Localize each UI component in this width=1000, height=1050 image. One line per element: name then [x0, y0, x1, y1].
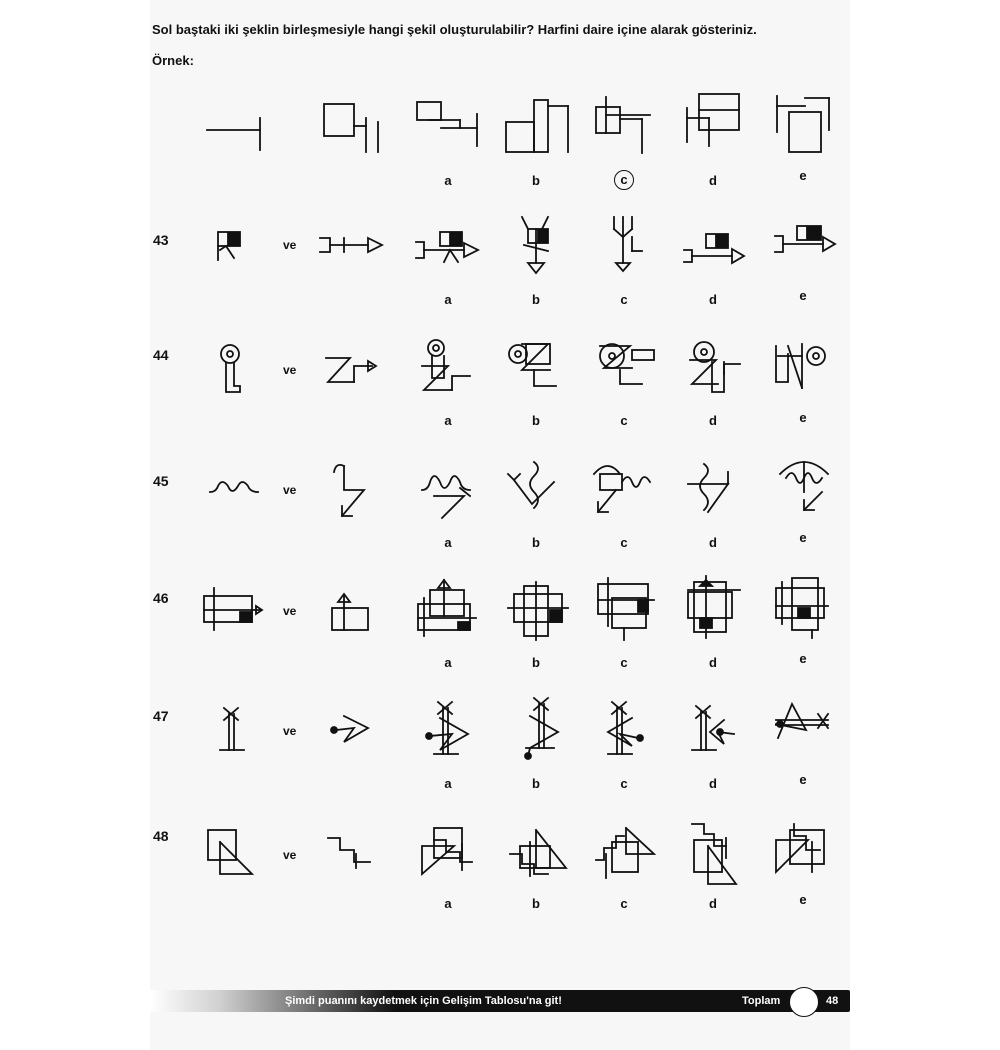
- q46-option-a-letter[interactable]: a: [444, 655, 452, 670]
- q44-source-shape-1: [218, 344, 252, 396]
- q47-source-shape-1: [218, 706, 248, 756]
- q44-option-e-letter[interactable]: e: [799, 410, 807, 425]
- q43-option-c-figure[interactable]: [606, 215, 646, 279]
- q48-option-a-letter[interactable]: a: [444, 896, 452, 911]
- q44-option-b-letter[interactable]: b: [532, 413, 540, 428]
- connector-ve: ve: [283, 483, 297, 497]
- connector-ve: ve: [283, 724, 297, 738]
- q47-option-c-figure[interactable]: [604, 700, 654, 760]
- q47-option-e-figure[interactable]: [772, 700, 832, 744]
- q47-option-d-letter[interactable]: d: [709, 776, 717, 791]
- q44-source-shape-2: [324, 352, 380, 388]
- q44-option-a-letter[interactable]: a: [444, 413, 452, 428]
- example-source-shape-2: [322, 102, 382, 157]
- q48-option-d-figure[interactable]: [690, 822, 746, 888]
- q48-option-b-letter[interactable]: b: [532, 896, 540, 911]
- instruction-text: Sol baştaki iki şeklin birleşmesiyle hangi şekil oluşturulabilir? Harfini daire içine alarak gösteriniz.: [152, 22, 757, 37]
- q47-option-e-letter[interactable]: e: [799, 772, 807, 787]
- example-option-c-figure[interactable]: [594, 95, 664, 155]
- q47-option-c-letter[interactable]: c: [620, 776, 628, 791]
- example-option-d-letter[interactable]: d: [709, 173, 717, 188]
- question-number: 47: [153, 708, 169, 724]
- q45-option-a-letter[interactable]: a: [444, 535, 452, 550]
- q46-option-d-figure[interactable]: [686, 576, 746, 640]
- q44-option-d-figure[interactable]: [686, 340, 750, 396]
- q46-source-shape-2: [330, 590, 374, 634]
- q43-source-shape-2: [318, 234, 388, 258]
- q48-option-e-figure[interactable]: [774, 822, 832, 876]
- q48-option-a-figure[interactable]: [420, 826, 476, 878]
- q46-option-a-figure[interactable]: [414, 576, 480, 638]
- q43-source-shape-1: [216, 230, 256, 264]
- q43-option-b-figure[interactable]: [518, 215, 558, 279]
- q47-option-b-figure[interactable]: [514, 696, 564, 760]
- question-number: 44: [153, 347, 169, 363]
- q44-option-b-figure[interactable]: [506, 340, 566, 396]
- connector-ve: ve: [283, 848, 297, 862]
- q45-option-c-letter[interactable]: c: [620, 535, 628, 550]
- q47-source-shape-2: [330, 712, 374, 746]
- q46-option-b-figure[interactable]: [508, 582, 570, 642]
- example-source-shape-1: [205, 118, 265, 158]
- q44-option-c-figure[interactable]: [596, 340, 660, 396]
- q44-option-c-letter[interactable]: c: [620, 413, 628, 428]
- q43-option-c-letter[interactable]: c: [620, 292, 628, 307]
- q46-option-c-letter[interactable]: c: [620, 655, 628, 670]
- q47-option-a-letter[interactable]: a: [444, 776, 452, 791]
- q45-option-a-figure[interactable]: [420, 462, 480, 522]
- q46-option-e-letter[interactable]: e: [799, 651, 807, 666]
- q48-source-shape-1: [206, 828, 256, 878]
- q43-option-a-letter[interactable]: a: [444, 292, 452, 307]
- q47-option-a-figure[interactable]: [424, 700, 474, 760]
- q44-option-d-letter[interactable]: d: [709, 413, 717, 428]
- example-label: Örnek:: [152, 53, 194, 68]
- q48-option-c-letter[interactable]: c: [620, 896, 628, 911]
- q43-option-b-letter[interactable]: b: [532, 292, 540, 307]
- connector-ve: ve: [283, 238, 297, 252]
- example-option-b-letter[interactable]: b: [532, 173, 540, 188]
- q48-option-d-letter[interactable]: d: [709, 896, 717, 911]
- q47-option-d-figure[interactable]: [690, 704, 740, 756]
- connector-ve: ve: [283, 363, 297, 377]
- example-option-b-figure[interactable]: [504, 98, 574, 158]
- page-number: 48: [826, 995, 839, 1007]
- q48-option-c-figure[interactable]: [594, 826, 656, 880]
- q48-source-shape-2: [326, 834, 372, 870]
- q46-option-e-figure[interactable]: [772, 576, 834, 640]
- example-option-a-figure[interactable]: [415, 100, 485, 150]
- q44-option-a-figure[interactable]: [418, 338, 478, 398]
- question-number: 43: [153, 232, 169, 248]
- example-option-a-letter[interactable]: a: [444, 173, 452, 188]
- q46-source-shape-1: [200, 588, 268, 636]
- q45-option-e-figure[interactable]: [776, 452, 836, 518]
- q46-option-d-letter[interactable]: d: [709, 655, 717, 670]
- q48-option-b-figure[interactable]: [508, 828, 564, 878]
- q45-option-b-figure[interactable]: [504, 460, 568, 520]
- q46-option-b-letter[interactable]: b: [532, 655, 540, 670]
- example-option-c-letter-circled[interactable]: c: [614, 170, 634, 190]
- q48-option-e-letter[interactable]: e: [799, 892, 807, 907]
- question-number: 46: [153, 590, 169, 606]
- question-number: 45: [153, 473, 169, 489]
- q43-option-d-figure[interactable]: [682, 228, 752, 268]
- score-circle[interactable]: [789, 987, 819, 1017]
- q46-option-c-figure[interactable]: [594, 578, 660, 642]
- q47-option-b-letter[interactable]: b: [532, 776, 540, 791]
- q45-source-shape-1: [208, 476, 264, 500]
- example-option-d-figure[interactable]: [685, 92, 755, 152]
- q45-option-d-figure[interactable]: [684, 462, 744, 522]
- q44-option-e-figure[interactable]: [772, 336, 836, 396]
- q45-option-d-letter[interactable]: d: [709, 535, 717, 550]
- q43-option-e-figure[interactable]: [773, 222, 843, 262]
- footer-message: Şimdi puanını kaydetmek için Gelişim Tablosu'na git!: [285, 995, 562, 1007]
- q45-option-c-figure[interactable]: [592, 456, 658, 520]
- q45-source-shape-2: [330, 460, 370, 524]
- example-option-e-figure[interactable]: [775, 92, 845, 157]
- connector-ve: ve: [283, 604, 297, 618]
- q43-option-e-letter[interactable]: e: [799, 288, 807, 303]
- q43-option-d-letter[interactable]: d: [709, 292, 717, 307]
- footer-total-label: Toplam: [742, 995, 781, 1007]
- q43-option-a-figure[interactable]: [414, 228, 484, 268]
- q45-option-e-letter[interactable]: e: [799, 530, 807, 545]
- example-option-e-letter[interactable]: e: [799, 168, 807, 183]
- question-number: 48: [153, 828, 169, 844]
- q45-option-b-letter[interactable]: b: [532, 535, 540, 550]
